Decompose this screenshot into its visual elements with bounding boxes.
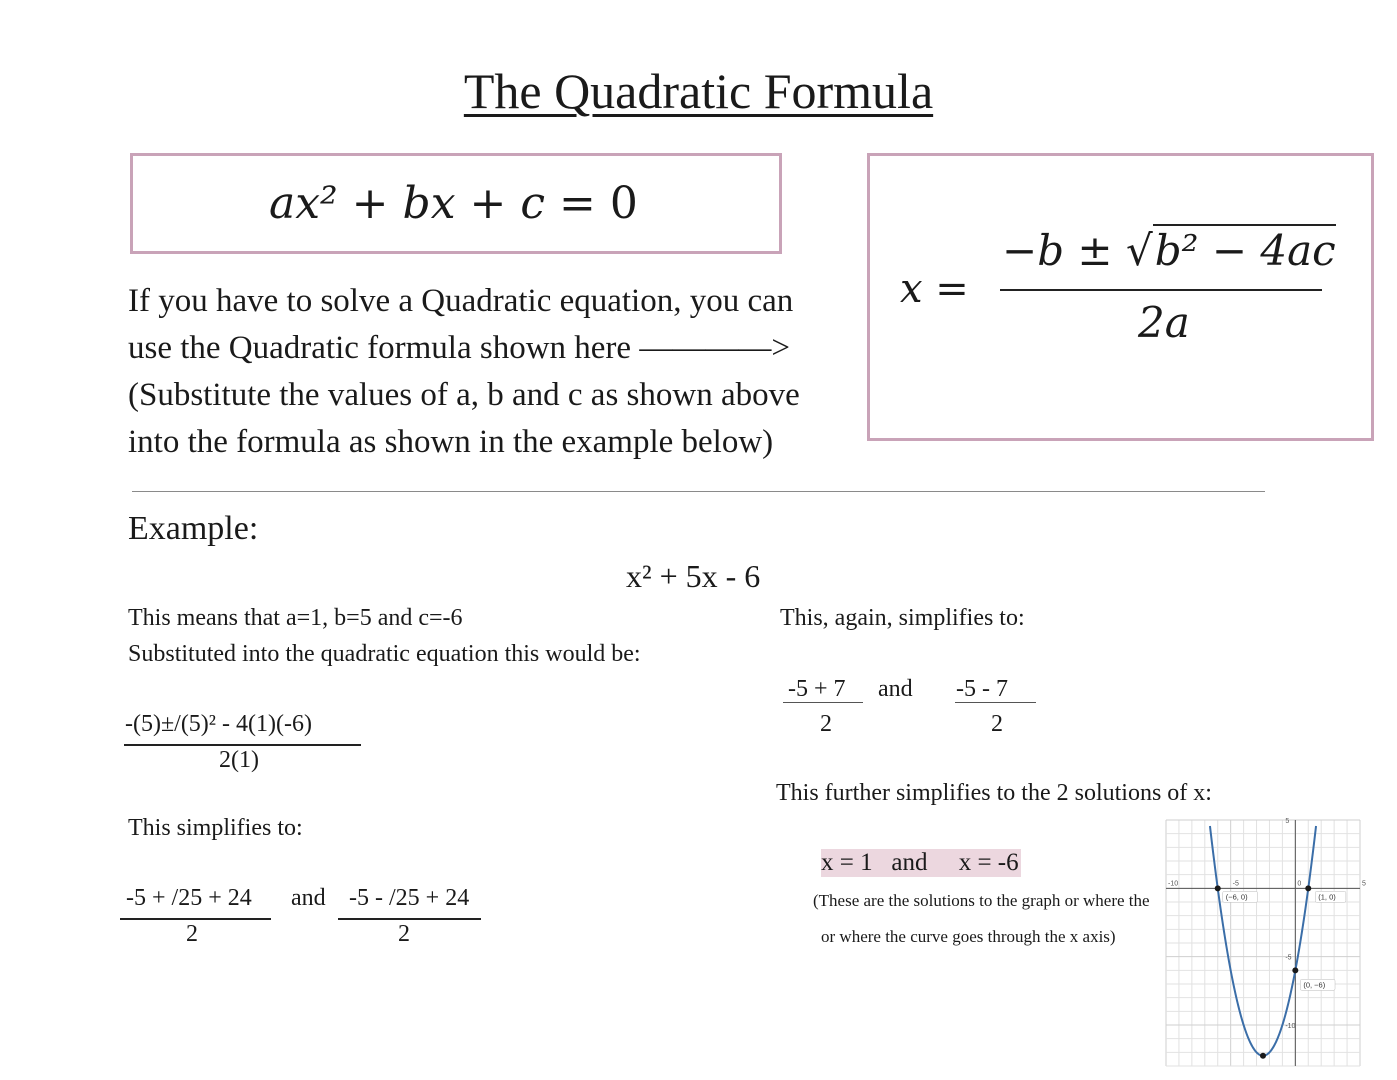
- general-equation-box: [130, 153, 782, 254]
- again-right-bar: [955, 702, 1036, 703]
- again-label: This, again, simplifies to:: [780, 605, 1025, 631]
- arrow-icon: ————>: [639, 330, 790, 366]
- simplified-right-numerator: -5 - /25 + 24: [349, 885, 470, 911]
- further-label: This further simplifies to the 2 solutions of x:: [776, 780, 1212, 806]
- point-marker: [1292, 967, 1298, 973]
- example-substituted: Substituted into the quadratic equation this would be:: [128, 641, 641, 667]
- point-marker: [1260, 1053, 1266, 1059]
- substituted-fraction-bar: [124, 744, 361, 746]
- formula-fraction-bar: [1000, 289, 1322, 291]
- point-label: (1, 0): [1318, 892, 1336, 902]
- again-right-numerator: -5 - 7: [956, 676, 1008, 702]
- x-tick-label: 0: [1297, 880, 1302, 888]
- simplified-left-bar: [120, 918, 271, 920]
- solutions: x = 1 and x = -6: [821, 849, 1019, 876]
- again-left-bar: [783, 702, 863, 703]
- x-tick-label: 5: [1362, 880, 1366, 888]
- intro-line-4: into the formula as shown in the example below): [128, 424, 774, 460]
- point-label: (−6, 0): [1225, 892, 1248, 902]
- x-tick-label: -5: [1232, 880, 1239, 888]
- again-left-numerator: -5 + 7: [788, 676, 846, 702]
- simplified-left-numerator: -5 + /25 + 24: [126, 885, 252, 911]
- intro-line-3: (Substitute the values of a, b and c as shown above: [128, 377, 800, 413]
- y-tick-label: -5: [1285, 954, 1292, 962]
- point-marker: [1305, 885, 1311, 891]
- simplified-and: and: [291, 885, 326, 911]
- x-tick-label: -10: [1168, 880, 1179, 888]
- general-equation: ax² + bx + c = 0: [269, 178, 638, 229]
- parabola-graph: [1166, 818, 1366, 1066]
- example-equation: x² + 5x - 6: [626, 558, 761, 594]
- formula-box: [867, 153, 1374, 441]
- point-label: (0, −6): [1303, 980, 1326, 990]
- substituted-denominator: 2(1): [219, 747, 259, 773]
- substituted-numerator: -(5)±/(5)² - 4(1)(-6): [125, 711, 312, 737]
- y-tick-label: -10: [1285, 1023, 1296, 1030]
- point-marker: [1215, 885, 1221, 891]
- note-line-1: (These are the solutions to the graph or where the: [813, 891, 1150, 910]
- page-title: The Quadratic Formula: [463, 63, 934, 119]
- divider: [132, 491, 1265, 492]
- formula-denominator: 2a: [1138, 298, 1190, 347]
- again-right-denominator: 2: [991, 711, 1003, 737]
- formula-numerator: −b ± √b² − 4ac: [1002, 226, 1336, 275]
- again-and: and: [878, 676, 913, 702]
- formula-lhs: x =: [900, 266, 969, 312]
- y-tick-label: 5: [1285, 818, 1290, 825]
- again-left-denominator: 2: [820, 711, 832, 737]
- simplifies-label: This simplifies to:: [128, 815, 303, 841]
- intro-paragraph: [128, 278, 868, 466]
- parabola-curve: [1210, 826, 1316, 1056]
- simplified-right-denominator: 2: [398, 921, 410, 947]
- note-line-2: or where the curve goes through the x axis): [821, 927, 1116, 946]
- intro-line-1: If you have to solve a Quadratic equation, you can: [128, 283, 794, 319]
- example-heading: Example:: [128, 510, 259, 547]
- example-means: This means that a=1, b=5 and c=-6: [128, 605, 463, 631]
- simplified-left-denominator: 2: [186, 921, 198, 947]
- intro-line-2: use the Quadratic formula shown here ————>: [128, 330, 790, 366]
- simplified-right-bar: [338, 918, 481, 920]
